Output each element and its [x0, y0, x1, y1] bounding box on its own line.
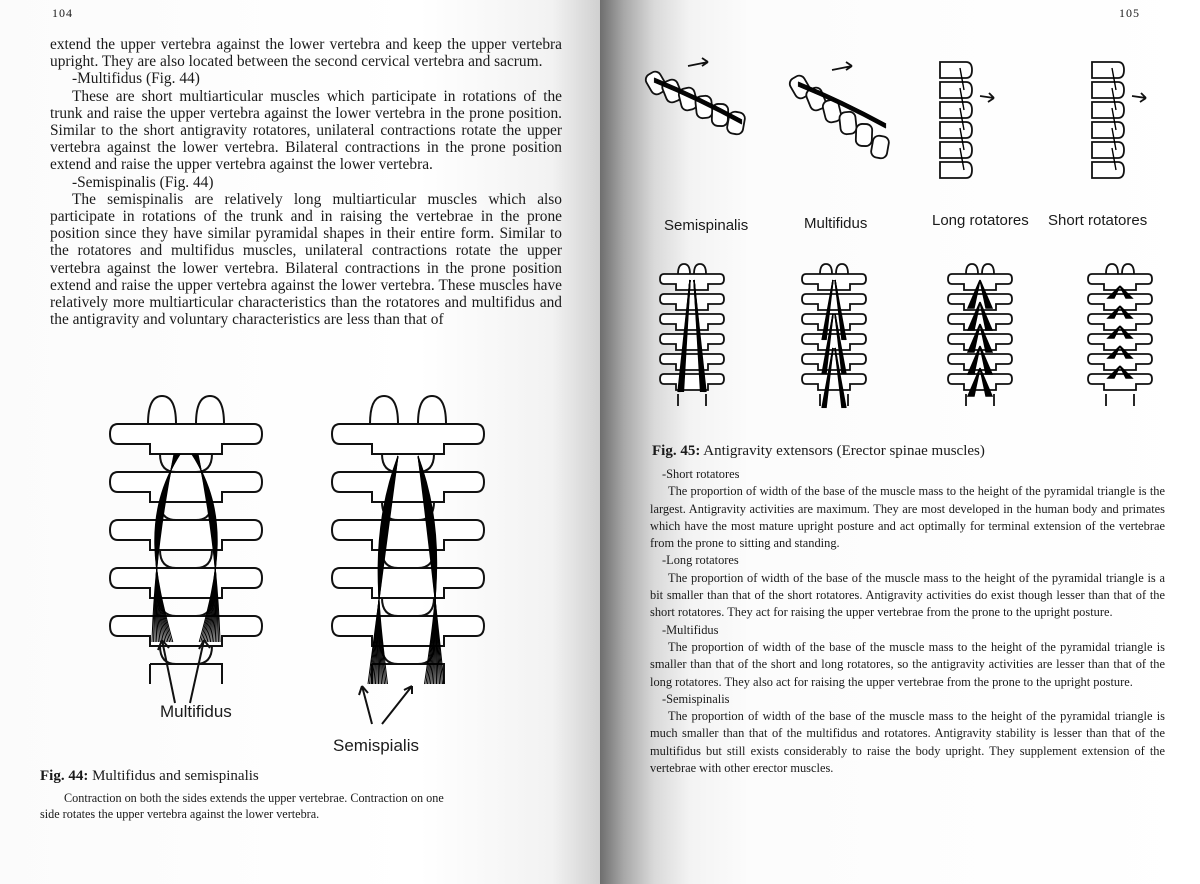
spine-diagram [940, 62, 994, 178]
figure-45-drawing [640, 52, 1200, 422]
figure-44-drawing [100, 388, 520, 748]
label-semispinalis: Semispinalis [664, 217, 749, 234]
paragraph: These are short multiarticular muscles which participate in rotations of the trunk and raise the upper vertebra against the lower vertebra in the prone position. Similar to the short antigravity rotatores, unilateral contractions rotate the upper vertebra against the lower vertebra. Bilateral contractions in the prone position extend and raise the upper vertebra against the lower vertebra. [50, 87, 562, 174]
spine-multifidus [110, 396, 262, 703]
paragraph: -Long rotatores [662, 553, 739, 568]
paragraph: -Semispinalis [662, 691, 730, 706]
spine-diagram [788, 62, 890, 159]
label-multifidus: Multifidus [160, 702, 232, 721]
left-body-text [50, 36, 562, 328]
paragraph: The proportion of width of the base of the muscle mass to the height of the pyramidal triangle is much smaller than that of the multifidus and rotatores. Antigravity stability is lesser than that of the multifidus but still exists considerably to raise the body upright. They supplement extension of the vertebrae with other erector muscles. [650, 709, 1165, 776]
page-number: 104 [52, 6, 73, 20]
paragraph: -Multifidus [662, 622, 719, 637]
vertebra [332, 616, 484, 646]
caption-title: Antigravity extensors (Erector spinae muscles) [703, 443, 985, 459]
figure-45-caption [652, 443, 1152, 460]
vertebra [332, 472, 484, 502]
right-body-text [650, 466, 1165, 777]
caption-number: Fig. 45: [652, 443, 701, 459]
paragraph: The proportion of width of the base of the muscle mass to the height of the pyramidal triangle is smaller than that of the short and long rotatores, so the antigravity activities are lesser than that of the long rotatores. They also act for raising the upper vertebrae from the prone to the upright posture. [650, 639, 1165, 689]
right-page [600, 0, 1200, 884]
spine-diagram [644, 58, 746, 135]
paragraph: The proportion of width of the base of the muscle mass to the height of the pyramidal triangle is a bit smaller than that of the short rotatores. Antigravity activities do exist though lesser than that of the short rotatores. They act for raising the upper vertebrae from the prone to the upright posture. [650, 570, 1165, 620]
paragraph: The semispinalis are relatively long multiarticular muscles which also participate in rotations of the trunk and in raising the vertebrae in the prone position since they have similar pyramidal shapes in their entire form. Similar to the rotatores and multifidus muscles, unilateral contractions rotate the upper vertebra against the lower vertebra. Bilateral contractions in the prone position extend and raise the upper vertebra against the lower vertebra. These muscles have relatively more multiarticular characteristics than the rotatores and multifidus and the antigravity and voluntary characteristics are less than that of [50, 190, 562, 329]
paragraph: -Multifidus (Fig. 44) [72, 70, 200, 88]
spine-diagram [802, 264, 866, 408]
spine-semispinalis [332, 396, 484, 724]
spine-diagram [660, 264, 724, 406]
vertebra [110, 616, 262, 646]
figure-44-caption [40, 768, 460, 785]
paragraph: -Semispinalis (Fig. 44) [72, 173, 214, 191]
caption-title: Multifidus and semispinalis [92, 768, 259, 784]
label-multifidus: Multifidus [804, 215, 868, 232]
vertebra [110, 520, 262, 550]
page-number: 105 [1119, 6, 1140, 20]
vertebra [110, 424, 262, 454]
figure-44-caption-body: Contraction on both the sides extends the upper vertebrae. Contraction on one side rotates the upper vertebra against the lower vertebra. [40, 791, 444, 821]
caption-number: Fig. 44: [40, 768, 89, 784]
paragraph: The proportion of width of the base of the muscle mass to the height of the pyramidal triangle is the largest. Antigravity activities are maximum. They are most developed in the human body and primates which have the most mature upright posture and act optimally for terminal extension of the vertebrae from the prone to sitting and standing. [650, 484, 1165, 551]
label-short-rotatores: Short rotatores [1048, 212, 1148, 229]
paragraph: -Short rotatores [662, 467, 740, 481]
label-semispinalis: Semispialis [333, 736, 419, 755]
vertebra [332, 520, 484, 550]
spine-diagram [1088, 264, 1152, 406]
paragraph: extend the upper vertebra against the lower vertebra and keep the upper vertebra upright. They are also located between the second cervical vertebra and sacrum. [50, 36, 562, 71]
vertebra [332, 568, 484, 598]
label-long-rotatores: Long rotatores [932, 212, 1029, 229]
spine-diagram [1092, 62, 1146, 178]
vertebra [110, 568, 262, 598]
vertebra [332, 424, 484, 454]
spine-diagram [948, 264, 1012, 406]
vertebra [110, 472, 262, 502]
